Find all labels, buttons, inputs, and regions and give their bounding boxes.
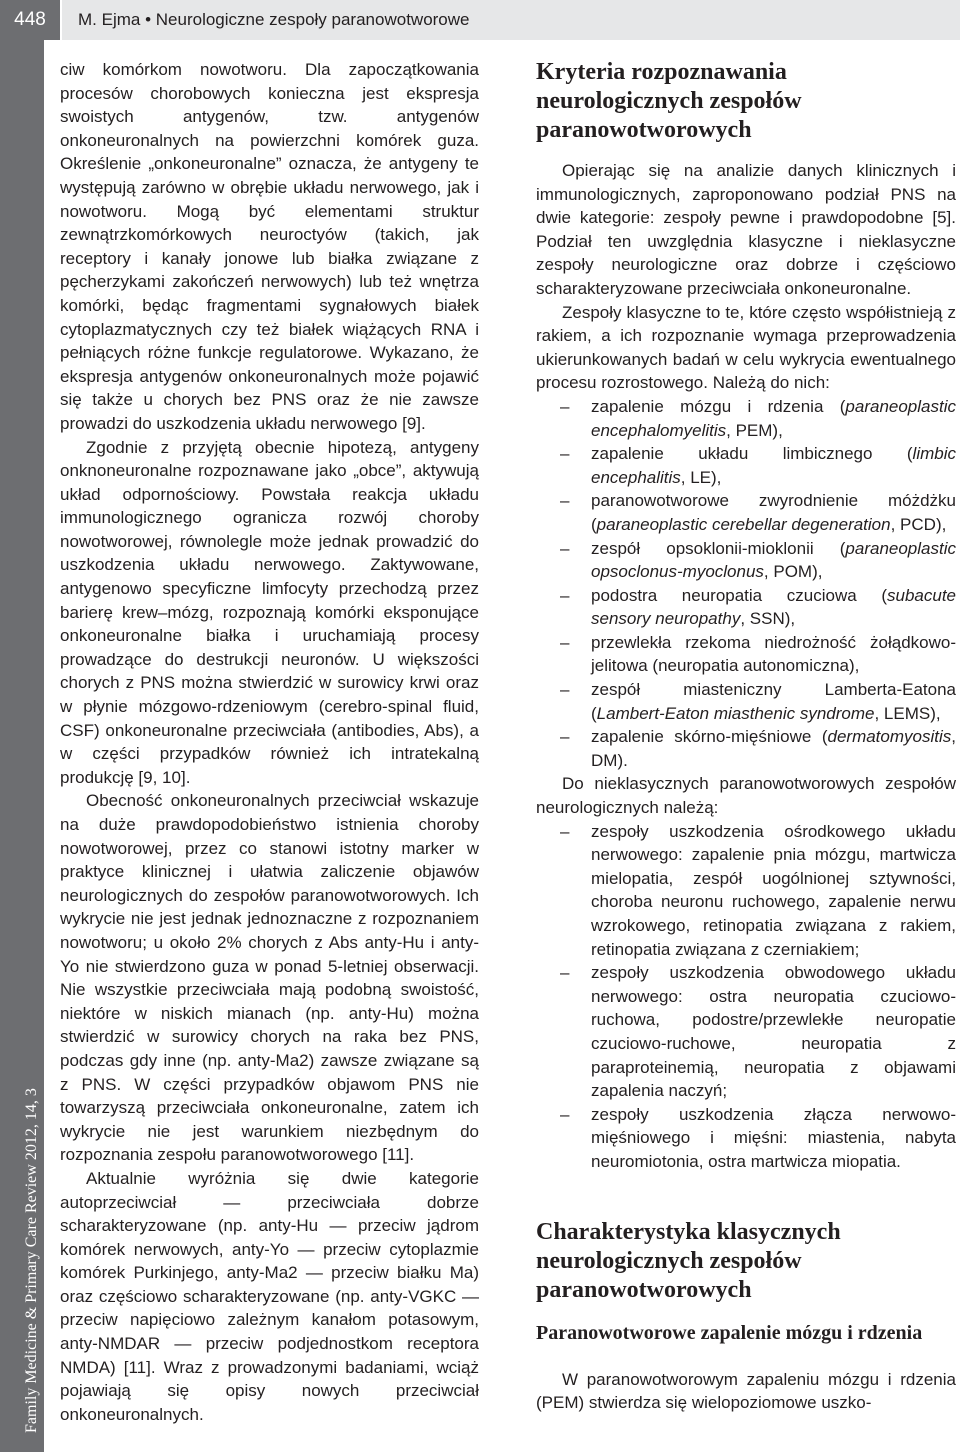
paragraph: Opierając się na analizie danych klinicznych i immunologicznych, zaproponowano podział PNS na dwie kategorie: zespoły pewne i prawdopodobne [5]. Podział ten uwzględnia klasyczne i nieklasyczne zespoły neurologiczne oraz dobrze i częściowo scharakteryzowane przeciwciała onkoneuronalne. xyxy=(536,161,956,298)
list-item: – zespół opsoklonii-mioklonii (paraneoplastic opsoclonus-myoclonus, POM), xyxy=(591,537,956,584)
paragraph: Zespoły klasyczne to te, które często współistnieją z rakiem, a ich rozpoznanie wymaga przeprowadzenia ukierunkowanych badań w celu wykrycia ewentualnego procesu rozrostowego. Należą do nich: xyxy=(536,302,956,393)
paragraph: Obecność onkoneuronalnych przeciwciał wskazuje na duże prawdopodobieństwo istnienia choroby nowotworowej, przez co stanowi istotny marker w praktyce klinicznej i ułatwia zaliczenie objawów neurologicznych do zespołów paranowotworowych. Ich wykrycie nie jest jednak jednoznaczne z rozpoznaniem nowotworu; u około 2% chorych z Abs anty-Hu i anty-Yo nie stwierdzono guza w ponad 5-letniej obserwacji. Nie wszystkie przeciwciała mają podobną swoistość, niektóre w niskich mianach (np. anty-Hu) można stwierdzić w surowicy chorych na raka bez PNS, podczas gdy inne (np. anty-Ma2) zawsze związane są z PNS. W części przypadków objawom PNS nie towarzyszą przeciwciała onkoneuronalne, zatem ich wykrycie nie jest warunkiem niezbędnym do rozpoznania zespołu paranowotworowego [11]. xyxy=(60,791,479,1165)
list-item: – paranowotworowe zwyrodnienie móżdżku (paraneoplastic cerebellar degeneration, PCD), xyxy=(591,489,956,536)
paragraph: Zgodnie z przyjętą obecnie hipotezą, antygeny onknoneuronalne rozpoznawane jako „obce”, aktywują układ odpornościowy. Powstała reakcja układu immunologicznego ogranicza rozwój choroby nowotworowej, równolegle może jednak prowadzić do uszkodzenia układu nerwowego. Zaktywowane, antygenowo specyficzne limfocyty przechodzą przez barierę krew–mózg, rozpoznają komórki eksponujące onkoneuronalne białka i uruchamiają procesy prowadzące do destrukcji neuronów. U większości chorych z PNS można stwierdzić w surowicy krwi oraz w płynie mózgowo-rdzeniowym (cerebro-spinal fluid, CSF) onkoneuronalne przeciwciała (antibodies, Abs), a w części przypadków również ich intratekalną produkcję [9, 10]. xyxy=(60,437,479,787)
subsection-heading-pem: Paranowotworowe zapalenie mózgu i rdzenia xyxy=(536,1321,923,1344)
page-number: 448 xyxy=(0,0,60,40)
paragraph: Do nieklasycznych paranowotworowych zespołów neurologicznych należą: xyxy=(536,774,956,818)
paragraph: W paranowotworowym zapaleniu mózgu i rdzenia (PEM) stwierdza się wielopoziomowe uszko- xyxy=(536,1369,956,1413)
classic-syndromes-list xyxy=(536,395,956,773)
list-item: – zespoły uszkodzenia obwodowego układu nerwowego: ostra neuropatia czuciowo-ruchowa, podostre/przewlekłe neuropatie czuciowo-ruchowe, neuropatia z paraproteinemią, neuropatia z objawami zapalenia naczyń; xyxy=(591,961,956,1103)
list-item: – zapalenie mózgu i rdzenia (paraneoplastic encephalomyelitis, PEM), xyxy=(591,395,956,442)
paragraph: Aktualnie wyróżnia się dwie kategorie autoprzeciwciał — przeciwciała dobrze scharakteryzowane (np. anty-Hu — przeciw jądrom komórek nerwowych, anty-Yo — przeciw cytoplazmie komórek Purkinjego, anty-Ma2 — przeciw białku Ma) oraz częściowo scharakteryzowane (np. anty-VGKC — przeciw napięciowo zależnym kanałom potasowym, anty-NMDAR — przeciw podjednostkom receptora NMDA) [11]. Wraz z prowadzonymi badaniami, wciąż pojawiają się opisy nowych przeciwciał onkoneuronalnych. xyxy=(60,1168,479,1424)
running-head-authors: M. Ejma xyxy=(78,10,141,29)
paragraph: ciw komórkom nowotworu. Dla zapoczątkowania procesów chorobowych konieczna jest ekspresja swoistych antygenów, tzw. antygenów onkoneuronalnych na powierzchni komórek guza. Określenie „onkoneuronalne” oznacza, że antygeny te występują zarówno w obrębie układu nerwowego, jak i nowotworu. Mogą być elementami struktur zewnątrzkomórkowych neuroctyów (takich, jak receptory i kanały jonowe lub białka związane z pęcherzykami zakończeń nerwowych) lub też wnętrza komórki, będąc fragmentami sygnałowych białek cytoplazmatycznych czy też białek wiążących RNA i pełniących różne funkcje regulatorowe. Wykazano, że ekspresja antygenów onkoneuronalnych może pojawić się także u chorych bez PNS oraz że nie zawsze prowadzi do uszkodzenia układu nerwowego [9]. xyxy=(60,60,479,433)
list-item: – przewlekła rzekoma niedrożność żołądkowo-jelitowa (neuropatia autonomiczna), xyxy=(591,631,956,678)
section-heading-characteristics: Charakterystyka klasycznych neurologicznych zespołów paranowotworowych xyxy=(536,1218,841,1303)
nonclassic-syndromes-list xyxy=(536,820,956,1174)
left-column xyxy=(60,58,479,1426)
running-head-title: Neurologiczne zespoły paranowotworowe xyxy=(155,10,470,29)
list-item: – zespoły uszkodzenia złącza nerwowo-mięśniowego i mięśni: miastenia, nabyta neuromiotonia, ostra martwicza miopatia. xyxy=(591,1103,956,1174)
section-heading-criteria: Kryteria rozpoznawania neurologicznych zespołów paranowotworowych xyxy=(536,59,802,143)
list-item: – zapalenie układu limbicznego (limbic encephalitis, LE), xyxy=(591,442,956,489)
list-item: – zespół miasteniczny Lamberta-Eatona (Lambert-Eaton miasthenic syndrome, LEMS), xyxy=(591,678,956,725)
running-head xyxy=(78,0,470,40)
running-head-separator: • xyxy=(145,10,152,29)
list-item: – zespoły uszkodzenia ośrodkowego układu nerwowego: zapalenie pnia mózgu, martwicza mielopatia, zespół uogólnionej sztywności, choroba neuronu ruchowego, zapalenie nerwu wzrokowego, retinopatia związana z rakiem, retinopatia związana z czerniakiem; xyxy=(591,820,956,962)
list-item: – podostra neuropatia czuciowa (subacute sensory neuropathy, SSN), xyxy=(591,584,956,631)
journal-citation: Family Medicine & Primary Care Review 2012, 14, 3 xyxy=(23,1088,40,1433)
right-column xyxy=(536,58,956,1415)
list-item: – zapalenie skórno-mięśniowe (dermatomyositis, DM). xyxy=(591,725,956,772)
